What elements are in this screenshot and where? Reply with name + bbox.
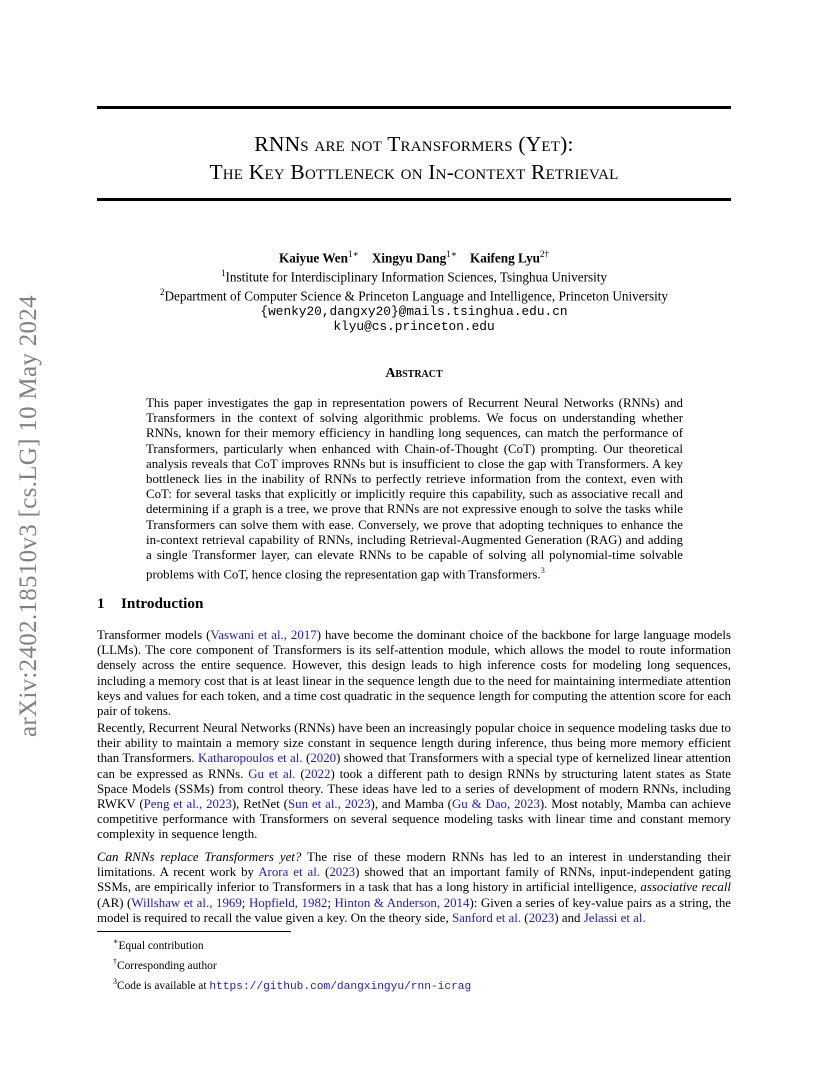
- text-run: (: [302, 751, 311, 766]
- text-run: ), and Mamba (: [370, 797, 452, 812]
- citation-link[interactable]: Jelassi et al.: [583, 910, 646, 925]
- author-1: Kaiyue Wen: [278, 250, 348, 266]
- abstract-body: [146, 396, 683, 583]
- author-3-mark: 2†: [540, 249, 549, 259]
- code-repo-link[interactable]: https://github.com/dangxingyu/rnn-icrag: [209, 981, 472, 994]
- affiliation-1-text: Institute for Interdisciplinary Information Sciences, Tsinghua University: [225, 269, 608, 285]
- footnote-1-mark: ∗: [113, 937, 119, 946]
- affiliation-2-text: Department of Computer Science & Princeton Language and Intelligence, Princeton University: [164, 288, 669, 304]
- affiliation-1-mark: 1: [220, 267, 226, 278]
- text-run: Transformer models (: [97, 628, 211, 642]
- text-run: Recently, Recurrent Neural Networks (RNNs) have been an increasingly popular choice in sequence modeling tasks due to their ability to maintain a memory size constant in sequence length during inference, thus being more memory efficient than Transformers.: [97, 721, 731, 766]
- citation-link[interactable]: Vaswani et al., 2017: [210, 628, 317, 642]
- text-run: ): Given a series of key-value pairs as a string, the model is required to recall the value given a key. On the theory side,: [97, 895, 731, 925]
- title-line-1: RNNs are not Transformers (Yet):: [254, 132, 574, 156]
- citation-link[interactable]: Katharopoulos et al.: [198, 751, 303, 766]
- email-2: klyu@cs.princeton.edu: [333, 319, 495, 335]
- title-bottom-rule: [97, 198, 731, 201]
- text-run: ;: [327, 895, 335, 910]
- author-block: [97, 247, 731, 335]
- abstract-heading: Abstract: [385, 366, 443, 381]
- footnote-rule: [97, 931, 291, 932]
- text-run: ) showed that an important family of RNNs, input-independent gating SSMs, are empirically inferior to Transformers in a task that has a long history in artificial intelligence,: [97, 865, 731, 895]
- citation-link[interactable]: Willshaw et al., 1969: [131, 895, 242, 910]
- footnote-2: [113, 954, 471, 974]
- affiliation-2-mark: 2: [159, 286, 165, 297]
- text-run: ) showed that Transformers with a special type of kernelized linear attention can be expressed as RNNs.: [97, 751, 731, 781]
- citation-year-link[interactable]: 2022: [304, 766, 331, 781]
- abstract-text: This paper investigates the gap in representation powers of Recurrent Neural Networks (RNNs) and Transformers in the context of solving algorithmic problems. We focus on understanding whether RNNs, known for their memory efficiency in handling long sequences, can match the performance of Transformers, particularly when enhanced with Chain-of-Thought (CoT) prompting. Our theoretical analysis reveals that CoT improves RNNs but is insufficient to close the gap with Transformers. A key bottleneck lies in the inability of RNNs to perfectly retrieve information from the context, even with CoT: for several tasks that explicitly or implicitly require this capability, such as associative recall and determining if a graph is a tree, we prove that RNNs are not expressive enough to solve the tasks while Transformers can solve them with ease. Conversely, we prove that adopting techniques to enhance the in-context retrieval capability of RNNs, including Retrieval-Augmented Generation (RAG) and adding a single Transformer layer, can elevate RNNs to be capable of solving all polynomial-time solvable problems with CoT, hence closing the representation gap with Transformers.: [146, 396, 683, 582]
- footnotes: [113, 934, 471, 996]
- author-1-mark: 1∗: [348, 249, 359, 259]
- author-2: Xingyu Dang: [371, 250, 447, 266]
- citation-link[interactable]: Gu & Dao, 2023: [451, 797, 540, 812]
- citation-link[interactable]: Hinton & Anderson, 2014: [334, 895, 470, 910]
- text-run: (AR) (: [97, 895, 132, 910]
- affiliation-1: [97, 266, 731, 285]
- citation-link[interactable]: Arora et al.: [258, 865, 321, 880]
- arxiv-identifier: arXiv:2402.18510v3 [cs.LG] 10 May 2024: [15, 295, 42, 737]
- citation-year-link[interactable]: 2023: [329, 865, 356, 880]
- text-run: (: [320, 865, 330, 880]
- intro-paragraph-1: [97, 628, 731, 719]
- text-run: ) have become the dominant choice of the backbone for large language models (LLMs). The core component of Transformers is its self-attention module, which allows the model to route information densely across the entire sequence. However, this design leads to high inference costs for modeling long sequences, including a memory cost that is at least linear in the sequence length due to the need for maintaining intermediate attention keys and values for each token, and a time cost quadratic in the sequence length for computing the attention score for each pair of tokens.: [97, 628, 731, 719]
- intro-paragraph-3: [97, 850, 731, 926]
- text-run: ) took a different path to design RNNs by structuring latent states as State Space Models (SSMs) from control theory. These ideas have led to a series of development of modern RNNs, including RWKV (: [97, 766, 731, 812]
- citation-year-link[interactable]: 2023: [528, 910, 555, 925]
- footnote-1: [113, 934, 471, 954]
- italic-term: associative recall: [640, 880, 731, 895]
- text-run: The rise of these modern RNNs has led to an interest in understanding their limitations. A recent work by: [97, 850, 731, 880]
- text-run: ) and: [554, 910, 584, 925]
- text-run: (: [295, 766, 305, 781]
- footnote-3: [113, 974, 471, 995]
- footnote-3-link[interactable]: 3: [540, 565, 545, 576]
- citation-year-link[interactable]: 2020: [310, 751, 337, 766]
- author-2-mark: 1∗: [446, 249, 457, 259]
- text-run: ). Most notably, Mamba can achieve competitive performance with Transformers on several sequence modeling tasks with linear time and constant memory complexity in sequence length.: [97, 797, 731, 842]
- footnote-3-mark: 3: [113, 977, 117, 987]
- email-1: {wenky20,dangxy20}@mails.tsinghua.edu.cn: [260, 303, 568, 319]
- citation-link[interactable]: Sun et al., 2023: [287, 797, 371, 812]
- section-heading-introduction: [97, 595, 203, 613]
- citation-link[interactable]: Peng et al., 2023: [143, 797, 232, 812]
- intro-paragraph-2: [97, 721, 731, 843]
- paper-title: [97, 130, 731, 186]
- title-line-2: The Key Bottleneck on In-context Retrieval: [209, 160, 619, 184]
- footnote-2-text: Corresponding author: [117, 960, 217, 972]
- footnote-1-text: Equal contribution: [118, 939, 204, 952]
- text-run: (: [521, 910, 529, 925]
- author-3: Kaifeng Lyu: [470, 250, 540, 266]
- author-names: [97, 247, 731, 266]
- italic-question: Can RNNs replace Transformers yet?: [97, 850, 302, 864]
- affiliation-2: [97, 285, 731, 304]
- text-run: ;: [241, 895, 249, 910]
- citation-link[interactable]: Gu et al.: [248, 766, 296, 781]
- citation-link[interactable]: Sanford et al.: [451, 910, 522, 925]
- section-title: Introduction: [121, 595, 204, 612]
- text-run: ), RetNet (: [231, 797, 288, 812]
- footnote-3-text: Code is available at: [117, 980, 210, 993]
- citation-link[interactable]: Hopfield, 1982: [248, 895, 328, 910]
- title-top-rule: [97, 106, 731, 109]
- footnote-2-mark: †: [113, 957, 117, 967]
- section-number: 1: [97, 595, 105, 612]
